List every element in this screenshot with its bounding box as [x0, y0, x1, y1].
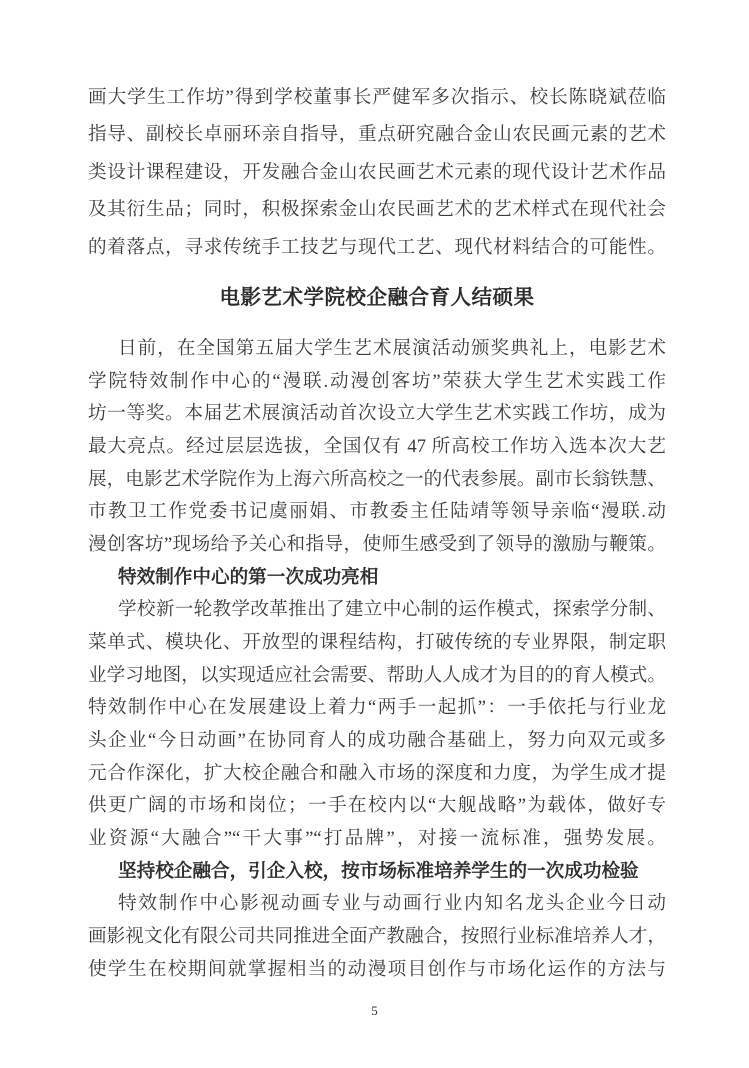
paragraph	[88, 888, 666, 986]
text-line: 业资源“大融合”“干大事”“打品牌”，对接一流标准，强势发展。	[88, 827, 666, 849]
text-line: 菜单式、模块化、开放型的课程结构，打破传统的专业界限，制定职	[88, 631, 666, 653]
text-line: 特效制作中心影视动画专业与动画行业内知名龙头企业今日动	[118, 893, 666, 915]
section-heading: 电影艺术学院校企融合育人结硕果	[219, 286, 535, 310]
text-line: 元合作深化，扩大校企融合和融入市场的深度和力度，为学生成才提	[88, 762, 666, 784]
section-subheading: 特效制作中心的第一次成功亮相	[118, 566, 379, 588]
text-line: 使学生在校期间就掌握相当的动漫项目创作与市场化运作的方法与	[88, 958, 666, 980]
text-line: 业学习地图，以实现适应社会需要、帮助人人成才为目的的育人模式。	[88, 664, 666, 686]
text-line: 画大学生工作坊”得到学校董事长严健军多次指示、校长陈晓斌莅临	[88, 87, 666, 108]
text-line: 画影视文化有限公司共同推进全面产教融合，按照行业标准培养人才，	[88, 925, 666, 947]
text-line: 指导、副校长卓丽环亲自指导，重点研究融合金山农民画元素的艺术	[88, 124, 666, 146]
paragraph	[88, 594, 666, 855]
text-line: 展，电影艺术学院作为上海六所高校之一的代表参展。副市长翁铁慧、	[88, 468, 666, 490]
text-line: 市教卫工作党委书记虞丽娟、市教委主任陆靖等领导亲临“漫联.动	[88, 501, 666, 523]
text-line: 坊一等奖。本届艺术展演活动首次设立大学生艺术实践工作坊，成为	[88, 403, 666, 425]
text-line: 日前，在全国第五届大学生艺术展演活动颁奖典礼上，电影艺术	[118, 338, 666, 360]
text-line: 学校新一轮教学改革推出了建立中心制的运作模式，探索学分制、	[118, 599, 666, 621]
text-line: 头企业“今日动画”在协同育人的成功融合基础上，努力向双元或多	[88, 729, 666, 751]
document-body	[88, 79, 666, 986]
text-line: 类设计课程建设，开发融合金山农民画艺术元素的现代设计艺术作品	[88, 161, 666, 183]
section-subheading: 坚持校企融合，引企入校，按市场标准培养学生的一次成功检验	[118, 860, 639, 882]
page-number: 5	[371, 1003, 378, 1018]
paragraph	[88, 333, 666, 562]
text-line: 及其衍生品；同时，积极探索金山农民画艺术的艺术样式在现代社会	[88, 199, 666, 221]
text-line: 最大亮点。经过层层选拔，全国仅有 47 所高校工作坊入选本次大艺	[88, 436, 666, 457]
text-line: 特效制作中心在发展建设上着力“两手一起抓”：一手依托与行业龙	[88, 697, 666, 719]
text-line: 学院特效制作中心的“漫联.动漫创客坊”荣获大学生艺术实践工作	[88, 370, 666, 392]
text-line: 的着落点，寻求传统手工技艺与现代工艺、现代材料结合的可能性。	[88, 236, 666, 258]
paragraph	[88, 79, 666, 266]
text-line: 漫创客坊”现场给予关心和指导，使师生感受到了领导的激励与鞭策。	[88, 533, 666, 555]
text-line: 供更广阔的市场和岗位；一手在校内以“大舰战略”为载体，做好专	[88, 795, 666, 817]
